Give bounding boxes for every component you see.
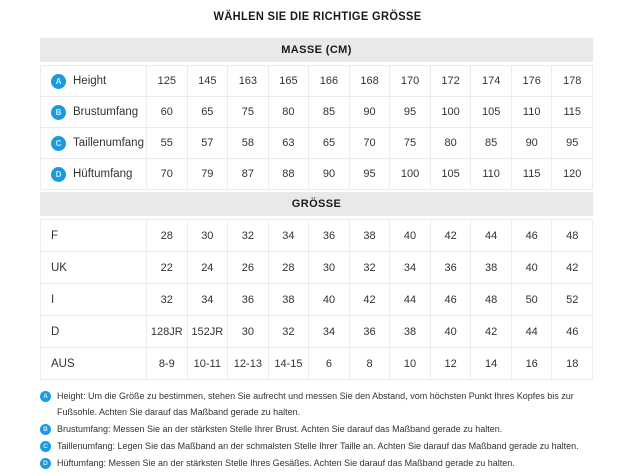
value-cell: 65	[188, 97, 229, 127]
value-cell: 34	[309, 316, 350, 347]
value-cell: 115	[563, 106, 582, 118]
value-cell: 100	[390, 159, 431, 189]
row-label: I	[51, 293, 55, 306]
table-row	[41, 284, 592, 316]
value-cell: 87	[228, 159, 269, 189]
value-cell: 172	[431, 66, 472, 96]
row-label-cell	[41, 159, 147, 189]
size-table-header: GRÖSSE	[40, 192, 593, 216]
value-cell: 32	[147, 284, 188, 315]
value-cell: 36	[309, 220, 350, 251]
value-cell: 165	[269, 66, 310, 96]
value-cell: 44	[390, 284, 431, 315]
value-cell: 90	[512, 128, 553, 158]
value-cell: 34	[188, 284, 229, 315]
value-cell: 34	[269, 220, 310, 251]
footnotes	[40, 388, 605, 471]
value-cell: 10-11	[188, 348, 229, 379]
value-cell: 88	[269, 159, 310, 189]
value-cell: 38	[471, 252, 512, 283]
value-cell: 105	[471, 97, 512, 127]
value-cell: 30	[188, 220, 229, 251]
value-cell: 28	[147, 220, 188, 251]
value-cell: 44	[471, 220, 512, 251]
value-cell: 75	[228, 97, 269, 127]
value-cell: 34	[390, 252, 431, 283]
table-row	[41, 159, 592, 190]
row-label: AUS	[51, 357, 75, 370]
value-cell: 70	[350, 128, 391, 158]
value-cell: 32	[269, 316, 310, 347]
table-row	[41, 128, 592, 159]
footnote-item	[40, 421, 605, 437]
letter-badge-c: C	[51, 136, 66, 151]
row-label: Brustumfang	[73, 106, 139, 118]
table-row	[41, 316, 592, 348]
table-row	[41, 220, 592, 252]
value-cell: 38	[390, 316, 431, 347]
value-cell: 18	[566, 357, 579, 370]
value-cell: 166	[309, 66, 350, 96]
size-table-section	[40, 192, 593, 380]
value-cell: 42	[431, 220, 472, 251]
value-cell: 110	[471, 159, 512, 189]
table-row	[41, 66, 592, 97]
value-cell: 178	[563, 75, 582, 87]
value-cell: 14-15	[269, 348, 310, 379]
row-label-cell	[41, 66, 147, 96]
row-label-cell	[41, 348, 147, 379]
value-cell: 65	[309, 128, 350, 158]
value-cell: 95	[566, 137, 579, 149]
value-cell: 152JR	[188, 316, 229, 347]
value-cell: 80	[269, 97, 310, 127]
value-cell: 125	[147, 66, 188, 96]
value-cell: 50	[512, 284, 553, 315]
value-cell: 75	[390, 128, 431, 158]
row-label-cell	[41, 252, 147, 283]
value-cell: 100	[431, 97, 472, 127]
table-row	[41, 348, 592, 380]
row-label: Hüftumfang	[73, 168, 133, 180]
value-cell: 55	[147, 128, 188, 158]
value-cell: 95	[390, 97, 431, 127]
letter-badge-a: A	[40, 391, 51, 402]
value-cell: 79	[188, 159, 229, 189]
row-label: F	[51, 229, 59, 242]
value-cell: 42	[566, 261, 579, 274]
value-cell: 30	[228, 316, 269, 347]
footnote-text: Height: Um die Größe zu bestimmen, stehen Sie aufrecht und messen Sie den Abstand, vom höchsten Punkt Ihres Kopfes bis zur Fußsohle. Achten Sie darauf das Maßband gerade zu halten.	[57, 391, 574, 417]
value-cell: 32	[350, 252, 391, 283]
value-cell: 58	[228, 128, 269, 158]
value-cell: 44	[512, 316, 553, 347]
value-cell: 26	[228, 252, 269, 283]
value-cell: 48	[566, 229, 579, 242]
letter-badge-a: A	[51, 74, 66, 89]
value-cell: 36	[431, 252, 472, 283]
value-cell: 128JR	[147, 316, 188, 347]
value-cell: 28	[269, 252, 310, 283]
value-cell: 24	[188, 252, 229, 283]
footnote-item	[40, 388, 605, 420]
value-cell: 52	[566, 293, 579, 306]
footnote-text: Brustumfang: Messen Sie an der stärksten Stelle Ihrer Brust. Achten Sie darauf das Maßband gerade zu halten.	[57, 424, 503, 434]
value-cell: 8	[350, 348, 391, 379]
row-label: Height	[73, 75, 107, 87]
footnote-item	[40, 455, 605, 471]
value-cell: 32	[228, 220, 269, 251]
row-label: UK	[51, 261, 67, 274]
value-cell: 110	[512, 97, 553, 127]
value-cell: 30	[309, 252, 350, 283]
row-label-cell	[41, 220, 147, 251]
value-cell: 46	[566, 325, 579, 338]
measure-table	[40, 65, 593, 190]
value-cell: 42	[471, 316, 512, 347]
value-cell: 57	[188, 128, 229, 158]
value-cell: 8-9	[147, 348, 188, 379]
value-cell: 90	[309, 159, 350, 189]
size-table	[40, 219, 593, 380]
letter-badge-b: B	[40, 424, 51, 435]
footnote-item	[40, 438, 605, 454]
row-label-cell	[41, 97, 147, 127]
value-cell: 176	[512, 66, 553, 96]
value-cell: 12-13	[228, 348, 269, 379]
value-cell: 46	[431, 284, 472, 315]
value-cell: 36	[350, 316, 391, 347]
value-cell: 85	[471, 128, 512, 158]
value-cell: 90	[350, 97, 391, 127]
table-row	[41, 97, 592, 128]
row-label-cell	[41, 284, 147, 315]
value-cell: 48	[471, 284, 512, 315]
value-cell: 163	[228, 66, 269, 96]
row-label: D	[51, 325, 60, 338]
value-cell: 115	[512, 159, 553, 189]
row-label-cell	[41, 316, 147, 347]
value-cell: 70	[147, 159, 188, 189]
value-cell: 145	[188, 66, 229, 96]
value-cell: 40	[390, 220, 431, 251]
value-cell: 12	[431, 348, 472, 379]
letter-badge-b: B	[51, 105, 66, 120]
value-cell: 40	[431, 316, 472, 347]
value-cell: 38	[350, 220, 391, 251]
value-cell: 46	[512, 220, 553, 251]
value-cell: 42	[350, 284, 391, 315]
value-cell: 22	[147, 252, 188, 283]
value-cell: 6	[309, 348, 350, 379]
value-cell: 38	[269, 284, 310, 315]
measure-table-section	[40, 38, 593, 190]
value-cell: 10	[390, 348, 431, 379]
value-cell: 85	[309, 97, 350, 127]
value-cell: 63	[269, 128, 310, 158]
page-title: WÄHLEN SIE DIE RICHTIGE GRÖSSE	[213, 9, 422, 23]
row-label: Taillenumfang	[73, 137, 144, 149]
value-cell: 16	[512, 348, 553, 379]
value-cell: 40	[512, 252, 553, 283]
value-cell: 60	[147, 97, 188, 127]
value-cell: 170	[390, 66, 431, 96]
table-row	[41, 252, 592, 284]
footnote-text: Taillenumfang: Legen Sie das Maßband an der schmalsten Stelle Ihrer Taille an. Achten Sie darauf das Maßband gerade zu halten.	[57, 441, 579, 451]
letter-badge-d: D	[51, 167, 66, 182]
value-cell: 14	[471, 348, 512, 379]
value-cell: 95	[350, 159, 391, 189]
letter-badge-c: C	[40, 441, 51, 452]
value-cell: 80	[431, 128, 472, 158]
value-cell: 105	[431, 159, 472, 189]
value-cell: 174	[471, 66, 512, 96]
value-cell: 120	[563, 168, 582, 180]
value-cell: 40	[309, 284, 350, 315]
measure-table-header: MASSE (CM)	[40, 38, 593, 62]
footnote-text: Hüftumfang: Messen Sie an der stärksten Stelle Ihres Gesäßes. Achten Sie darauf das Maßband gerade zu halten.	[57, 458, 515, 468]
value-cell: 168	[350, 66, 391, 96]
letter-badge-d: D	[40, 458, 51, 469]
value-cell: 36	[228, 284, 269, 315]
row-label-cell	[41, 128, 147, 158]
